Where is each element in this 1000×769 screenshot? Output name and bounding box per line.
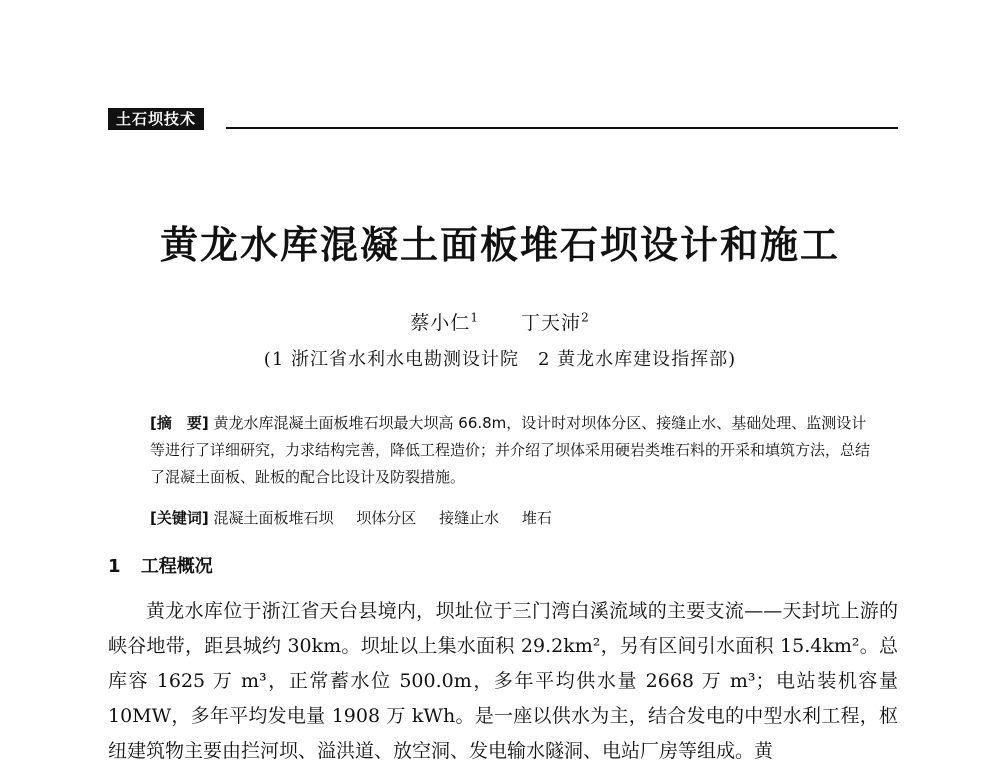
keyword: 混凝土面板堆石坝 xyxy=(213,509,334,527)
section-title: 工程概况 xyxy=(140,556,213,577)
author-mark: 2 xyxy=(581,310,590,325)
keyword: 接缝止水 xyxy=(439,509,500,527)
header-rule xyxy=(226,127,898,129)
keyword: 堆石 xyxy=(521,509,552,527)
abstract-label: [摘 要] xyxy=(150,414,209,432)
section-heading xyxy=(108,552,213,578)
section-tag: 土石坝技术 xyxy=(108,108,204,130)
author-name: 丁天沛 xyxy=(521,312,582,334)
keyword: 坝体分区 xyxy=(356,509,417,527)
abstract xyxy=(150,410,870,491)
author-mark: 1 xyxy=(470,310,479,325)
keywords-label: [关键词] xyxy=(150,509,209,527)
keywords xyxy=(150,505,870,532)
paper-title: 黄龙水库混凝土面板堆石坝设计和施工 xyxy=(159,222,840,267)
author-line xyxy=(0,308,1000,335)
abstract-text: 黄龙水库混凝土面板堆石坝最大坝高 66.8m，设计时对坝体分区、接缝止水、基础处理、监测设计等进行了详细研究，力求结构完善，降低工程造价；并介绍了坝体采用硬岩类堆石料的开采和填筑方法，总结了混凝土面板、趾板的配合比设计及防裂措施。 xyxy=(150,414,871,486)
section-number: 1 xyxy=(108,556,121,577)
author-name: 蔡小仁 xyxy=(410,312,471,334)
body-paragraph: 黄龙水库位于浙江省天台县境内，坝址位于三门湾白溪流域的主要支流——天封坑上游的峡谷地带，距县城约 30km。坝址以上集水面积 29.2km²，另有区间引水面积 15.4km²。总库容 1625 万 m³，正常蓄水位 500.0m，多年平均供水量 2668 万 m³；电站装机容量 10MW，多年平均发电量 1908 万 kWh。是一座以供水为主，结合发电的中型水利工程，枢纽建筑物主要由拦河坝、溢洪道、放空洞、发电输水隧洞、电站厂房等组成。黄 xyxy=(108,600,898,762)
running-header xyxy=(108,108,898,130)
affiliations: (1 浙江省水利水电勘测设计院 2 黄龙水库建设指挥部) xyxy=(263,349,737,370)
